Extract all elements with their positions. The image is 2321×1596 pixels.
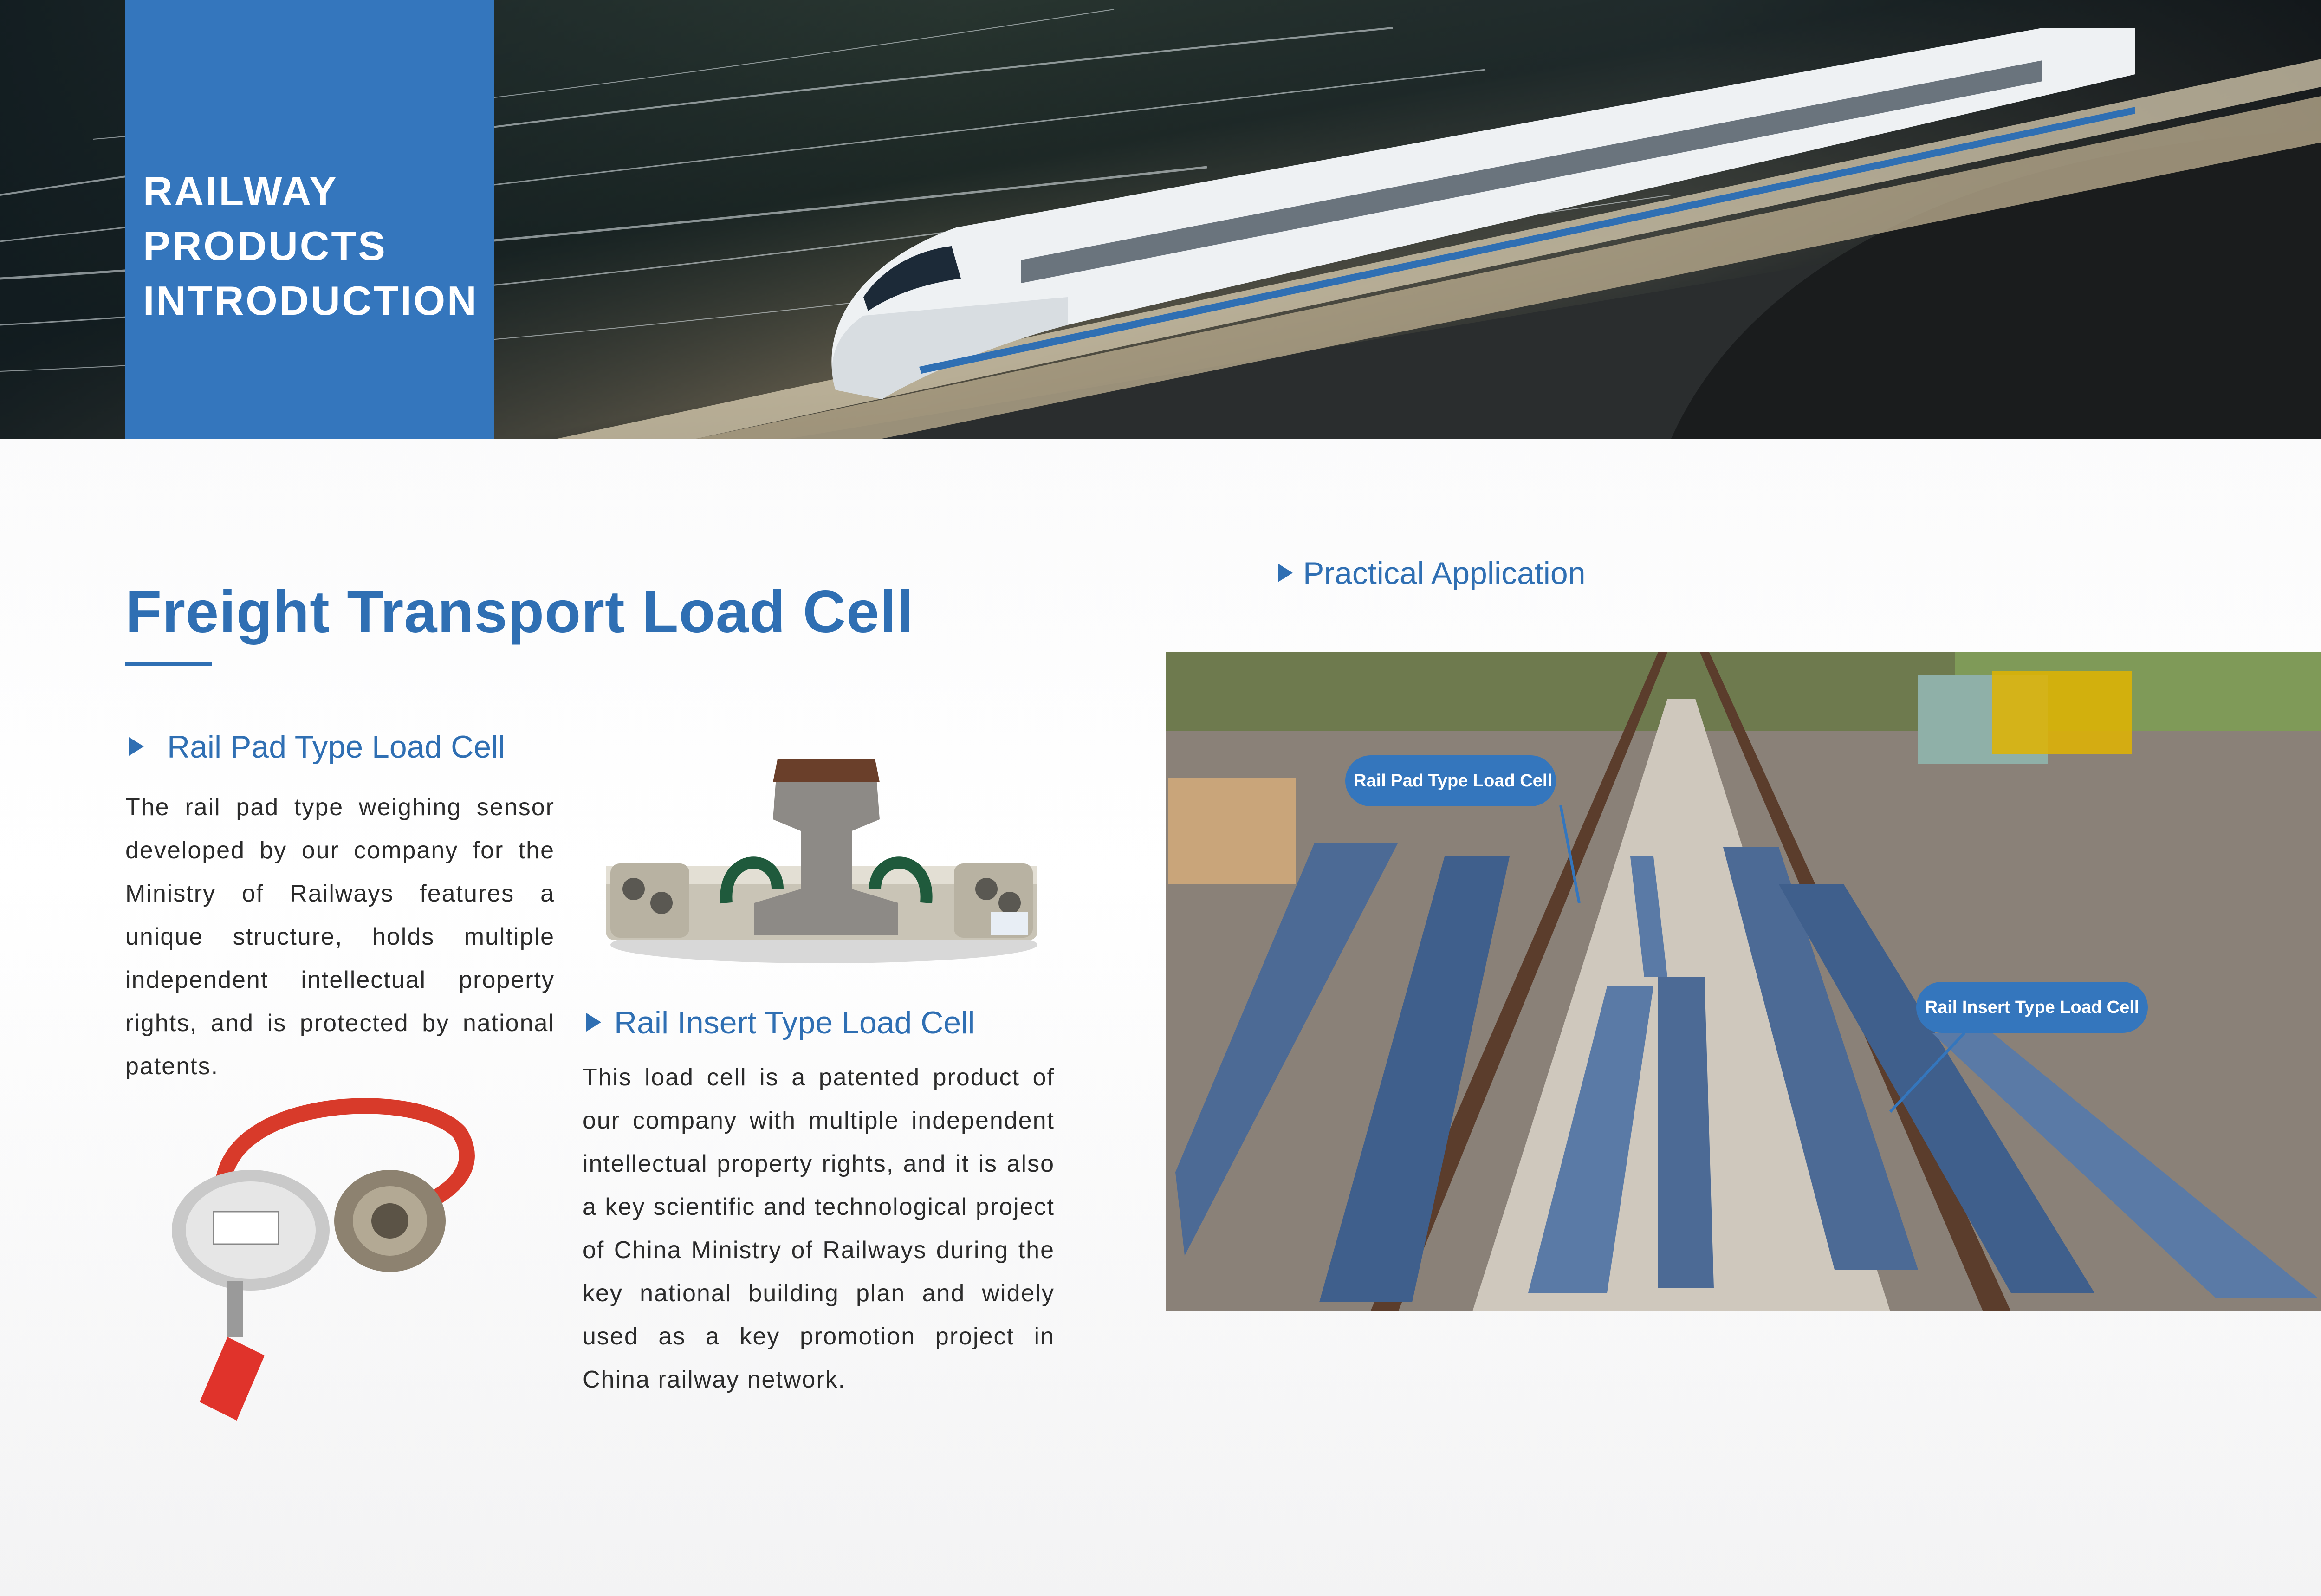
title-block: [125, 0, 494, 439]
practical-application-heading-text: Practical Application: [1303, 556, 1586, 591]
triangle-bullet-icon: [1278, 564, 1293, 582]
rail-pad-heading: [129, 731, 505, 763]
practical-application-photo: [1166, 652, 2321, 1311]
rail-insert-load-cell-image: [158, 1077, 492, 1421]
rail-insert-heading-text: Rail Insert Type Load Cell: [614, 1005, 975, 1040]
banner-title-line-1: RAILWAY: [143, 168, 338, 214]
rail-insert-description: This load cell is a patented product of our company with multiple independent intellectual property rights, and it is also a key scientific and technological project of China Ministry of Railways during the key national building plan and widely used as a key promotion project in China railway network.: [583, 1064, 1055, 1393]
rail-pad-load-cell-image: [601, 750, 1051, 968]
banner-title-line-3: INTRODUCTION: [143, 278, 479, 324]
page-title: Freight Transport Load Cell: [125, 579, 914, 645]
rail-pad-description: The rail pad type weighing sensor developed by our company for the Ministry of Railways features a unique structure, holds multiple independent intellectual property rights, and is protected by national patents.: [125, 794, 555, 1080]
title-underline: [125, 662, 212, 666]
rail-insert-heading: [586, 1007, 975, 1038]
banner-title-line-2: PRODUCTS: [143, 223, 387, 269]
railway-installation-photo: [1166, 652, 2321, 1311]
triangle-bullet-icon: [586, 1013, 601, 1032]
rail-pad-callout: Rail Pad Type Load Cell: [1345, 755, 1556, 806]
rail-insert-callout: Rail Insert Type Load Cell: [1916, 982, 2148, 1033]
hero-banner: [0, 0, 2321, 439]
triangle-bullet-icon: [129, 737, 144, 756]
rail-pad-heading-text: Rail Pad Type Load Cell: [167, 729, 506, 765]
practical-application-heading: [1278, 558, 1586, 589]
